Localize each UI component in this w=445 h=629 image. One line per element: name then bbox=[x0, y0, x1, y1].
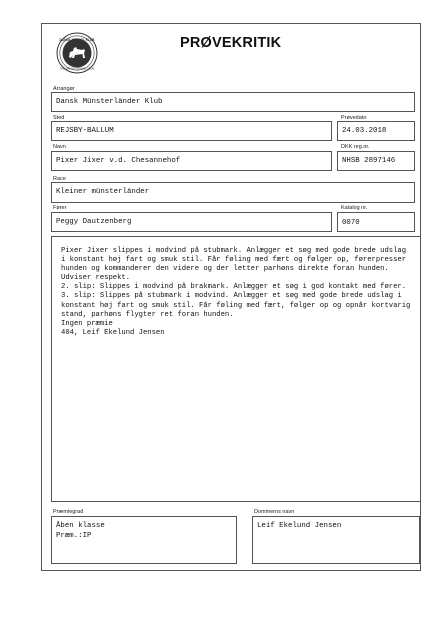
arranger-value: Dansk Münsterländer Klub bbox=[56, 98, 163, 106]
breed-value: Kleiner münsterländer bbox=[56, 188, 150, 196]
dkk-reg-value: NHSB 2897146 bbox=[342, 157, 396, 165]
place-value: REJSBY-BALLUM bbox=[56, 127, 114, 135]
judge-value: Leif Ekelund Jensen bbox=[257, 522, 342, 530]
place-label: Sted bbox=[53, 115, 65, 121]
breed-label: Race bbox=[53, 176, 66, 182]
arranger-field bbox=[51, 92, 415, 112]
catalog-field bbox=[337, 212, 415, 232]
dkk-logo bbox=[56, 32, 98, 74]
prize-class-value: Åben klasse bbox=[56, 522, 105, 530]
svg-text:THE DANISH KENNEL CLUB: THE DANISH KENNEL CLUB bbox=[59, 67, 95, 71]
page-title: PRØVEKRITIK bbox=[180, 35, 282, 51]
prize-grade-value: Præm.:IP bbox=[56, 532, 92, 540]
critique-paragraph: 404, Leif Ekelund Jensen bbox=[61, 328, 165, 337]
name-label: Navn bbox=[53, 144, 66, 150]
critique-paragraph: 2. slip: Slippes i modvind på brakmark. Anlægger et søg i god kontakt med fører. bbox=[61, 283, 407, 292]
prize-field bbox=[51, 516, 237, 564]
critique-text bbox=[61, 247, 413, 338]
date-label: Prøvedato bbox=[341, 115, 367, 121]
judge-label: Dommerns navn bbox=[254, 509, 295, 515]
critique-paragraph: Ingen præmie bbox=[61, 319, 113, 328]
catalog-value: 0070 bbox=[342, 219, 360, 227]
critique-paragraph: Pixer Jixer slippes i modvind på stubmark. Anlægger et søg med gode brede udslag i konstant høj fart og smuk stil. Får føling med fært og følger op, førerpresser hunden og kommanderer den videre og der letter parhøns direkte foran hunden. Udviser respekt. bbox=[61, 247, 411, 283]
date-field bbox=[337, 121, 415, 141]
catalog-label: Katalog nr. bbox=[341, 205, 368, 211]
handler-label: Fører bbox=[53, 205, 67, 211]
svg-text:DANSK KENNEL KLUB: DANSK KENNEL KLUB bbox=[59, 38, 95, 42]
date-value: 24.03.2018 bbox=[342, 127, 387, 135]
dkk-reg-field bbox=[337, 151, 415, 171]
handler-value: Peggy Dautzenberg bbox=[56, 218, 132, 226]
breed-field bbox=[51, 182, 415, 203]
place-field bbox=[51, 121, 332, 141]
name-value: Pixer Jixer v.d. Chesannehof bbox=[56, 157, 181, 165]
critique-paragraph: 3. slip: Slippes på stubmark i modvind. Anlægger et søg med gode brede udslag i konstant høj fart og smuk stil. Får føling med fært, følger op og opnår kortvarig stand, parhøns flygter ret foran hunden. bbox=[61, 292, 415, 319]
dkk-reg-label: DKK reg.nr. bbox=[341, 144, 370, 150]
handler-field bbox=[51, 212, 332, 232]
judge-field bbox=[252, 516, 420, 564]
arranger-label: Arrangør bbox=[53, 86, 75, 92]
name-field bbox=[51, 151, 332, 171]
critique-field bbox=[51, 236, 421, 502]
prize-label: Præmiegrad bbox=[53, 509, 84, 515]
